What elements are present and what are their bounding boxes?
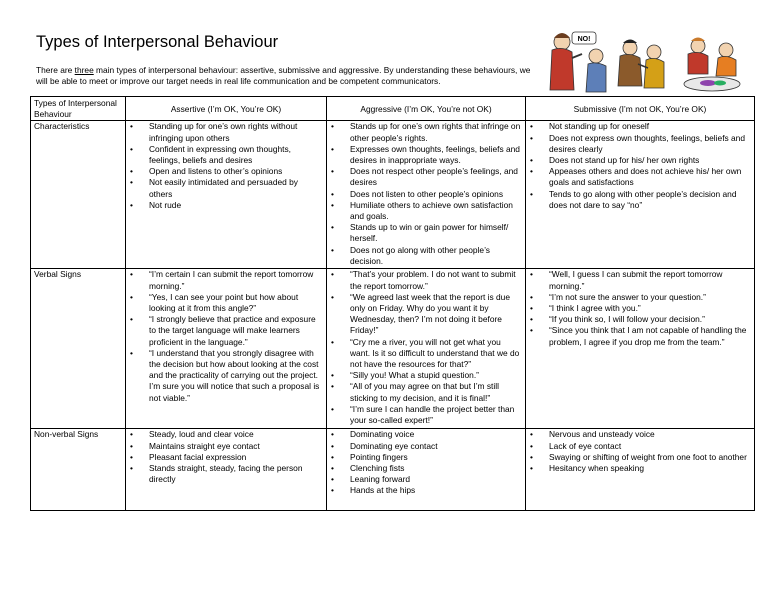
- bald-man-cartoon: [586, 49, 606, 92]
- table-row: [31, 121, 755, 269]
- table-cell: [327, 269, 526, 429]
- table-cell: [126, 121, 327, 269]
- list-item: • “Silly you! What a stupid question.”: [330, 370, 522, 381]
- list-item: • Does not express own thoughts, feelings, beliefs and desires clearly: [529, 133, 751, 155]
- intro-underlined-word: three: [74, 65, 94, 75]
- bullet-list: [529, 429, 751, 474]
- list-item: • Steady, loud and clear voice: [129, 429, 323, 440]
- table-cell: [126, 429, 327, 511]
- table-row: [31, 429, 755, 511]
- list-item: • Hands at the hips: [330, 485, 522, 496]
- list-item: • “I’m sure I can handle the project better than your so-called expert!”: [330, 404, 522, 426]
- list-item: • “All of you may agree on that but I’m still sticking to my decision, and it is final!”: [330, 381, 522, 403]
- list-item: • “Cry me a river, you will not get what you want. Is it so difficult to understand that we do not have the resources for that?”: [330, 337, 522, 371]
- list-item: • Confident in expressing own thoughts, feelings, beliefs and desires: [129, 144, 323, 166]
- list-item: • “Well, I guess I can submit the report tomorrow morning.”: [529, 269, 751, 291]
- bullet-list: [129, 429, 323, 485]
- list-item: • Pleasant facial expression: [129, 452, 323, 463]
- header-cell-type: Types of Interpersonal Behaviour: [31, 97, 126, 121]
- list-item: • Maintains straight eye contact: [129, 441, 323, 452]
- list-item: • “I’m not sure the answer to your question.”: [529, 292, 751, 303]
- bullet-list: [330, 429, 522, 496]
- header-cell-submissive: Submissive (I’m not OK, You’re OK): [526, 97, 755, 121]
- bullet-list: [529, 269, 751, 347]
- diners-cartoon: [684, 38, 740, 92]
- header-cell-assertive: Assertive (I’m OK, You’re OK): [126, 97, 327, 121]
- bullet-list: [330, 121, 522, 267]
- list-item: • Not standing up for oneself: [529, 121, 751, 132]
- bullet-list: [529, 121, 751, 211]
- row-label: Verbal Signs: [31, 269, 126, 429]
- row-label: Characteristics: [31, 121, 126, 269]
- list-item: • Humiliate others to achieve own satisfaction and goals.: [330, 200, 522, 222]
- list-item: • “Yes, I can see your point but how about looking at it from this angle?”: [129, 292, 323, 314]
- list-item: • Not rude: [129, 200, 323, 211]
- list-item: • Clenching fists: [330, 463, 522, 474]
- list-item: • Stands up to win or gain power for himself/ herself.: [330, 222, 522, 244]
- list-item: • Hesitancy when speaking: [529, 463, 751, 474]
- list-item: • “If you think so, I will follow your decision.”: [529, 314, 751, 325]
- cartoon-illustration: [548, 28, 744, 98]
- table-cell: [327, 429, 526, 511]
- intro-text-start: There are: [36, 65, 75, 75]
- table-cell: [526, 269, 755, 429]
- list-item: • Stands straight, steady, facing the person directly: [129, 463, 323, 485]
- list-item: • Appeases others and does not achieve his/ her own goals and satisfactions: [529, 166, 751, 188]
- speech-bubble: [572, 32, 596, 44]
- list-item: • Does not listen to other people’s opinions: [330, 189, 522, 200]
- bullet-list: [129, 269, 323, 403]
- list-item: • Dominating voice: [330, 429, 522, 440]
- behaviour-table: [30, 96, 755, 511]
- list-item: • Dominating eye contact: [330, 441, 522, 452]
- list-item: • Expresses own thoughts, feelings, beliefs and desires in inappropriate ways.: [330, 144, 522, 166]
- list-item: • “Since you think that I am not capable of handling the problem, I agree if you drop me from the team.”: [529, 325, 751, 347]
- table-row: [31, 269, 755, 429]
- table-cell: [526, 121, 755, 269]
- table-cell: [526, 429, 755, 511]
- list-item: • “I think I agree with you.”: [529, 303, 751, 314]
- row-label: Non-verbal Signs: [31, 429, 126, 511]
- list-item: • “We agreed last week that the report is due only on Friday. Why do you want it by Wednesday, then? I’m not doing it before Friday!”: [330, 292, 522, 337]
- list-item: • Tends to go along with other people’s decision and does not dare to say “no”: [529, 189, 751, 211]
- speech-text: NO!: [577, 36, 591, 43]
- list-item: • “That’s your problem. I do not want to submit the report tomorrow.”: [330, 269, 522, 291]
- bullet-list: [330, 269, 522, 426]
- list-item: • “I strongly believe that practice and exposure to the target language will make learners proficient in the language.”: [129, 314, 323, 348]
- list-item: • Pointing fingers: [330, 452, 522, 463]
- list-item: • Does not go along with other people’s decision.: [330, 245, 522, 267]
- list-item: • Swaying or shifting of weight from one foot to another: [529, 452, 751, 463]
- page-title: Types of Interpersonal Behaviour: [36, 33, 279, 51]
- list-item: • Open and listens to other’s opinions: [129, 166, 323, 177]
- list-item: • “I’m certain I can submit the report tomorrow morning.”: [129, 269, 323, 291]
- two-people-cartoon: [618, 40, 664, 89]
- table-cell: [327, 121, 526, 269]
- list-item: • Standing up for one’s own rights without infringing upon others: [129, 121, 323, 143]
- list-item: • Not easily intimidated and persuaded by others: [129, 177, 323, 199]
- list-item: • Does not stand up for his/ her own rights: [529, 155, 751, 166]
- intro-text-end: main types of interpersonal behaviour: assertive, submissive and aggressive. By understanding these behaviours, we will be able to meet or improve our target needs in real life communication and be competent communicators.: [36, 65, 531, 86]
- list-item: • “I understand that you strongly disagree with the decision but how about looking at the cost and the practicality of carrying out the project. I’m sure you will notice that such a proposal is not viable.”: [129, 348, 323, 404]
- list-item: • Stands up for one’s own rights that infringe on other people’s rights.: [330, 121, 522, 143]
- list-item: • Leaning forward: [330, 474, 522, 485]
- table-cell: [126, 269, 327, 429]
- list-item: • Lack of eye contact: [529, 441, 751, 452]
- bullet-list: [129, 121, 323, 211]
- table-header-row: [31, 97, 755, 121]
- list-item: • Nervous and unsteady voice: [529, 429, 751, 440]
- list-item: • Does not respect other people’s feelings, and desires: [330, 166, 522, 188]
- header-cell-aggressive: Aggressive (I’m OK, You’re not OK): [327, 97, 526, 121]
- intro-paragraph: [36, 65, 536, 87]
